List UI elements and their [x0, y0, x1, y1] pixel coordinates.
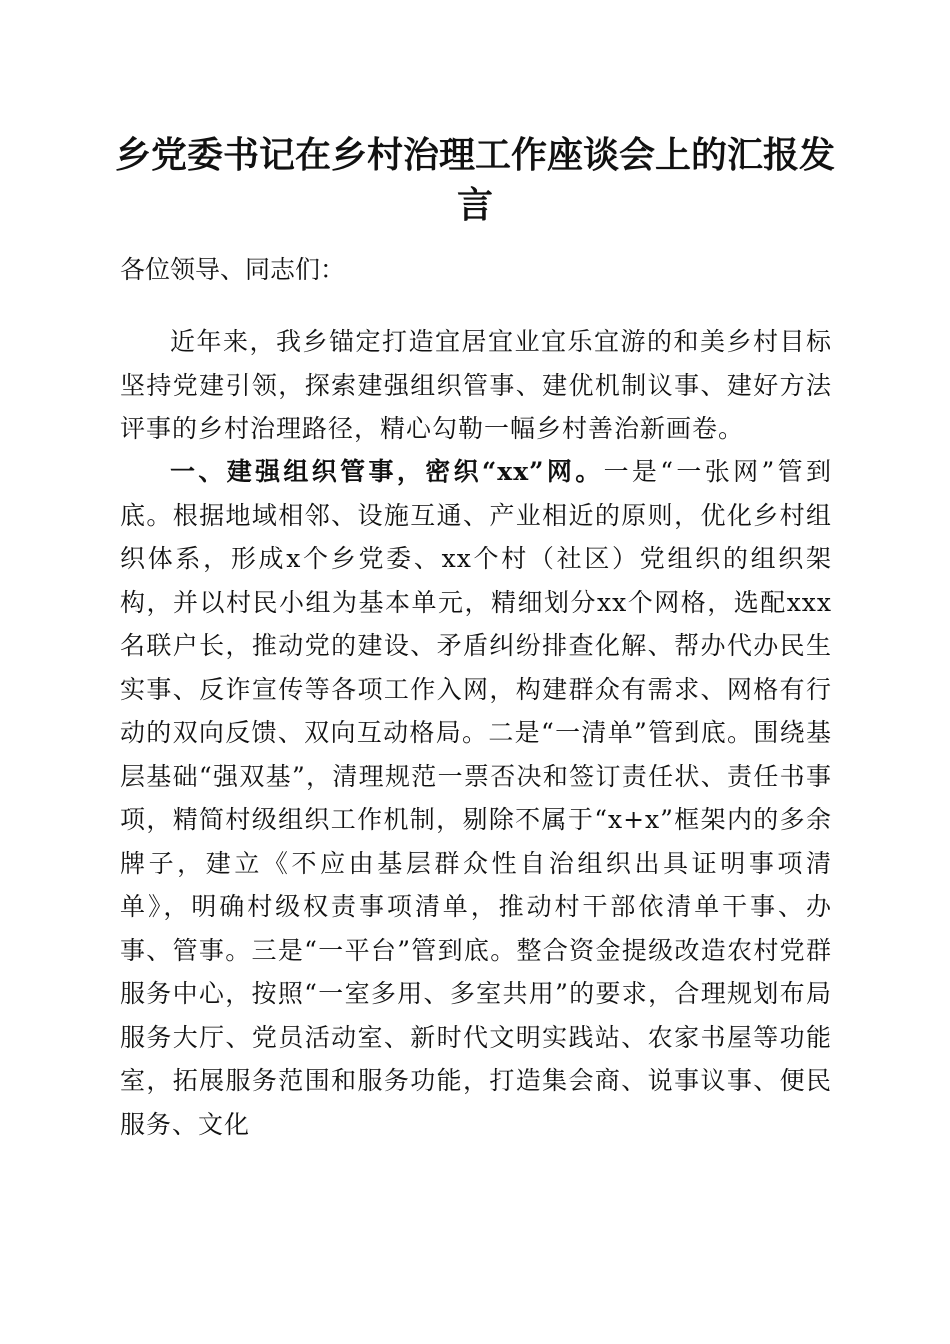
section-one-heading: 一、建强组织管事，密织“xx”网。 — [170, 457, 604, 486]
salutation: 各位领导、同志们： — [120, 255, 346, 284]
section-one-paragraph — [120, 450, 832, 1146]
section-one-body: 一是“一张网”管到底。根据地域相邻、设施互通、产业相近的原则，优化乡村组织体系，形成x个乡党委、xx个村（社区）党组织的组织架构，并以村民小组为基本单元，精细划分xx个网格，选配xxx名联户长，推动党的建设、矛盾纠纷排查化解、帮办代办民生实事、反诈宣传等各项工作入网，构建群众有需求、网格有行动的双向反馈、双向互动格局。二是“一清单”管到底。围绕基层基础“强双基”，清理规范一票否决和签订责任状、责任书事项，精简村级组织工作机制，剔除不属于“x+x”框架内的多余牌子，建立《不应由基层群众性自治组织出具证明事项清单》，明确村级权责事项清单，推动村干部依清单干事、办事、管事。三是“一平台”管到底。整合资金提级改造农村党群服务中心，按照“一室多用、多室共用”的要求，合理规划布局服务大厅、党员活动室、新时代文明实践站、农家书屋等功能室，拓展服务范围和服务功能，打造集会商、说事议事、便民服务、文化 — [120, 457, 832, 1139]
intro-paragraph: 近年来，我乡锚定打造宜居宜业宜乐宜游的和美乡村目标坚持党建引领，探索建强组织管事、建优机制议事、建好方法评事的乡村治理路径，精心勾勒一幅乡村善治新画卷。 — [120, 327, 832, 443]
document-title: 乡党委书记在乡村治理工作座谈会上的汇报发言 — [114, 134, 835, 226]
